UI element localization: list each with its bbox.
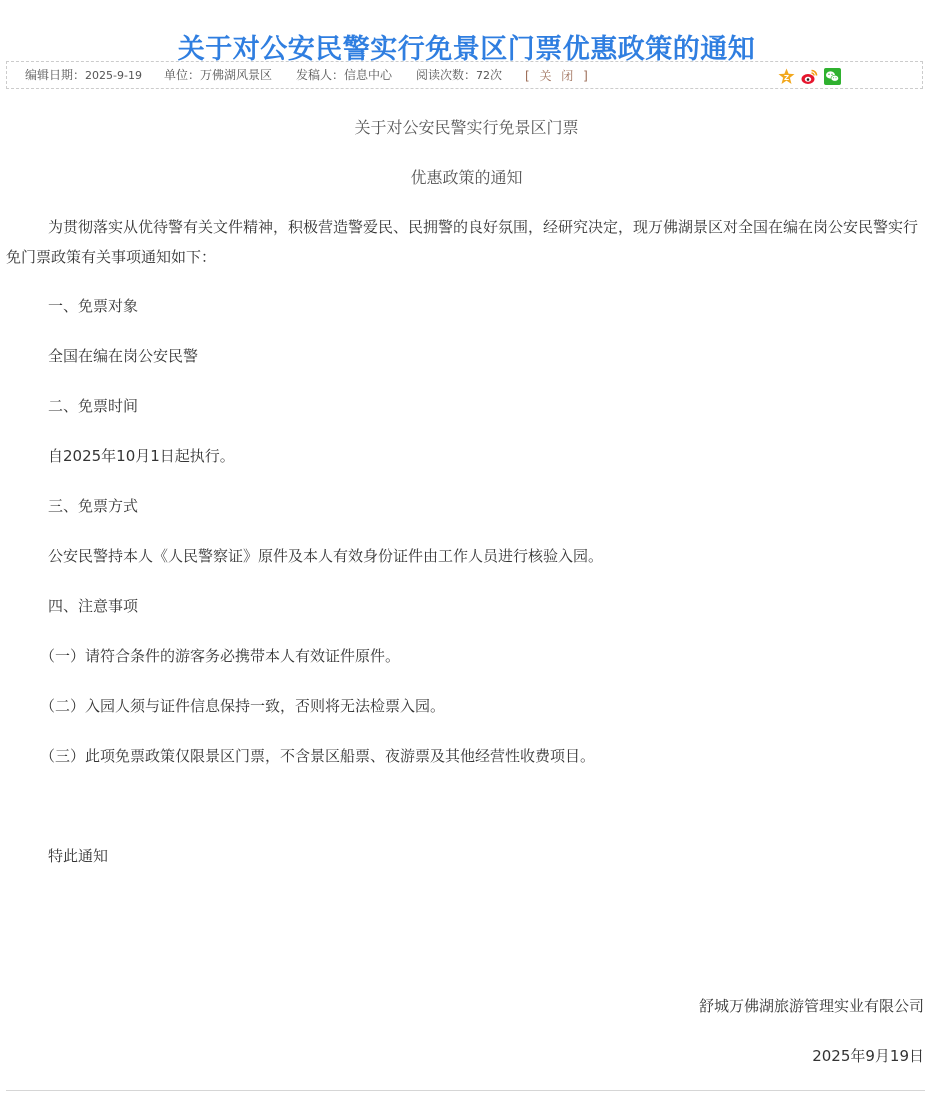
section-body-1: 全国在编在岗公安民警 xyxy=(48,347,199,365)
qzone-star-icon[interactable] xyxy=(778,68,795,85)
section-heading-3: 三、免票方式 xyxy=(48,497,139,515)
edit-date xyxy=(25,68,142,83)
section-heading-1: 一、免票对象 xyxy=(48,297,139,315)
section-body-2: 自2025年10月1日起执行。 xyxy=(48,447,235,465)
close-button[interactable]: [ 关 闭 ] xyxy=(525,69,591,83)
intro-paragraph: 为贯彻落实从优待警有关文件精神，积极营造警爱民、民拥警的良好氛围，经研究决定，现万佛湖景区对全国在编在岗公安民警实行免门票政策有关事项通知如下： xyxy=(6,218,919,266)
views-label: 阅读次数： xyxy=(416,68,477,82)
views-suffix: 次 xyxy=(490,68,503,82)
edit-date-value: 2025-9-19 xyxy=(85,69,142,82)
note-item-2: （二）入园人须与证件信息保持一致，否则将无法检票入园。 xyxy=(40,697,446,715)
article-subtitle-line2: 优惠政策的通知 xyxy=(410,168,523,187)
share-icons xyxy=(778,67,841,85)
view-count xyxy=(416,68,502,83)
section-body-3: 公安民警持本人《人民警察证》原件及本人有效身份证件由工作人员进行核验入园。 xyxy=(48,547,604,565)
bottom-divider xyxy=(6,1090,925,1091)
svg-text:Z: Z xyxy=(783,73,790,82)
signature-date: 2025年9月19日 xyxy=(812,1047,924,1065)
author xyxy=(296,68,392,83)
author-label: 发稿人： xyxy=(296,68,345,82)
note-item-1: （一）请符合条件的游客务必携带本人有效证件原件。 xyxy=(40,647,401,665)
unit xyxy=(164,68,272,83)
edit-date-label: 编辑日期： xyxy=(25,68,86,82)
signature-organization: 舒城万佛湖旅游管理实业有限公司 xyxy=(698,997,924,1015)
article-meta-bar xyxy=(6,61,923,89)
article-subtitle-line1: 关于对公安民警实行免景区门票 xyxy=(354,118,579,137)
page-title: 关于对公安民警实行免景区门票优惠政策的通知 xyxy=(177,34,756,66)
author-value: 信息中心 xyxy=(344,68,393,82)
unit-value: 万佛湖风景区 xyxy=(200,68,273,82)
note-item-3: （三）此项免票政策仅限景区门票，不含景区船票、夜游票及其他经营性收费项目。 xyxy=(40,747,596,765)
views-value: 72 xyxy=(476,69,491,82)
weibo-icon[interactable] xyxy=(801,68,818,85)
wechat-icon[interactable] xyxy=(824,68,841,85)
closing-text: 特此通知 xyxy=(48,847,109,865)
section-heading-2: 二、免票时间 xyxy=(48,397,139,415)
unit-label: 单位： xyxy=(164,68,201,82)
section-heading-4: 四、注意事项 xyxy=(48,597,139,615)
